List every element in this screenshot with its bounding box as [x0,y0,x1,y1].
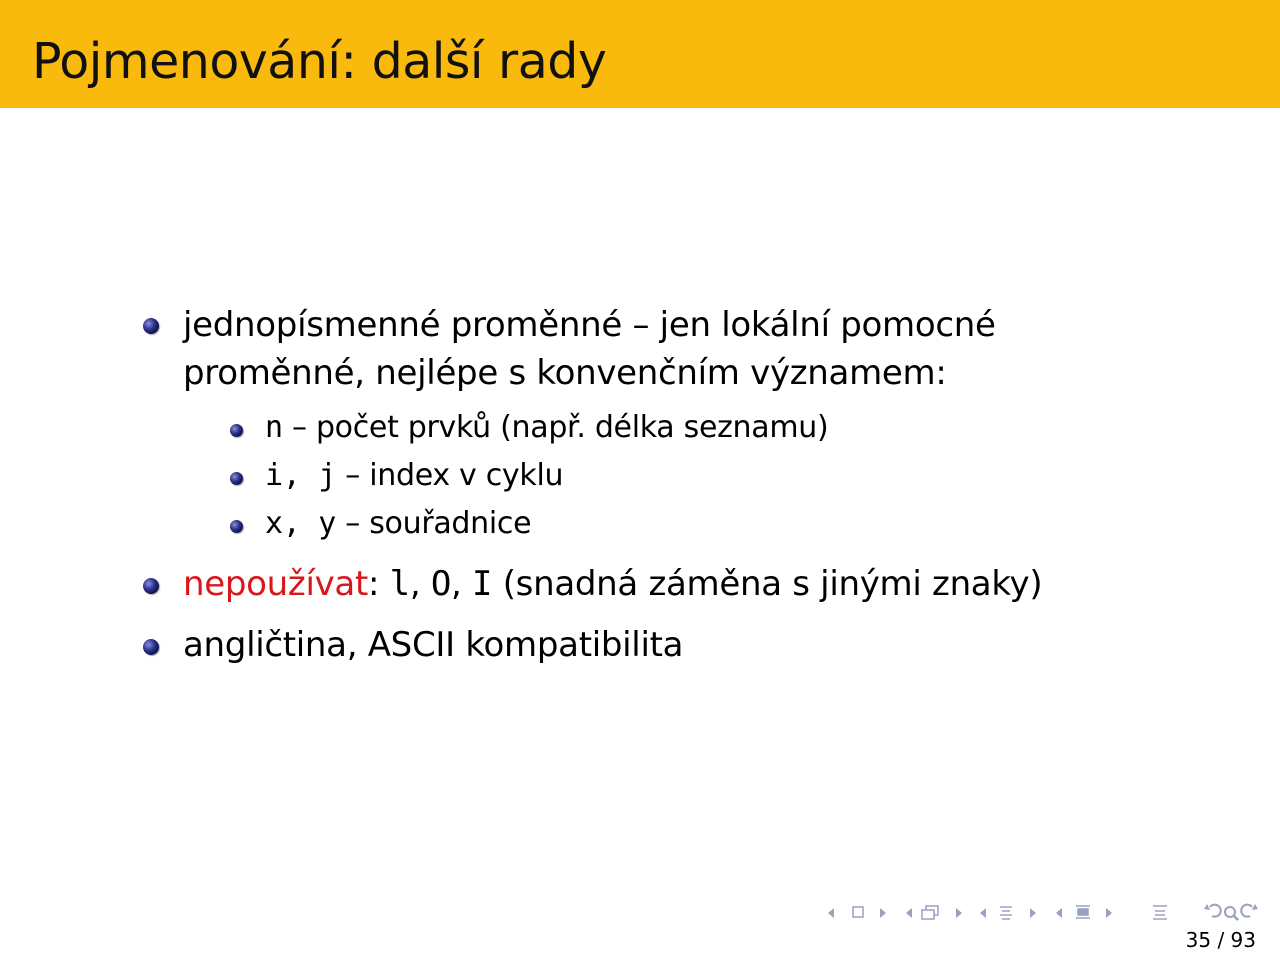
slide-title: Pojmenování: další rady [32,33,607,90]
subitem-2 [265,458,563,494]
item-2 [183,564,1042,604]
item-2-comma-1: , [409,564,431,604]
item-1-line-1: jednopísmenné proměnné – jen lokální pomocné [183,305,996,345]
subitem-1-code: n [265,410,283,445]
item-3: angličtina, ASCII kompatibilita [183,625,684,665]
item-2-text: (snadná záměna s jinými znaky) [492,564,1043,604]
item-1-line-2: proměnné, nejlépe s konvenčním významem: [183,353,947,393]
next-section-icon [1030,908,1036,918]
subitem-1-text: – počet prvků (např. délka seznamu) [282,410,829,445]
forward-icon [1241,905,1252,917]
prev-section-icon [980,908,986,918]
subitem-2-text: – index v cyklu [336,458,564,493]
next-frame-icon [880,908,886,918]
next-subsection-icon [956,908,962,918]
navigation-bar [826,900,1270,926]
next-document-icon [1106,908,1112,918]
search-icon [1225,907,1235,917]
page-number: 35 / 93 [1185,928,1256,952]
subitem-3 [265,506,531,542]
bullet-icon [143,578,159,594]
prev-subsection-icon [906,908,912,918]
sub-bullet-icon [230,520,243,533]
item-2-code-2: O [430,564,452,604]
subitem-3-text: – souřadnice [336,506,532,541]
frame-icon [853,907,863,917]
subitem-1 [265,410,828,446]
item-2-emphasis: nepoužívat [183,564,368,604]
item-2-separator: : [367,564,390,604]
prev-document-icon [1056,908,1062,918]
section-icon [1000,907,1012,919]
navigation-symbols [826,900,1270,926]
bullet-icon [143,639,159,655]
prev-frame-icon [828,908,834,918]
document-icon [1076,906,1090,918]
item-2-code-3: I [472,564,493,604]
sub-bullet-icon [230,424,243,437]
appendix-icon [1153,906,1167,919]
subsection-icon [922,910,934,919]
item-2-code-1: l [389,564,410,604]
bullet-icon [143,318,159,334]
sub-bullet-icon [230,472,243,485]
subitem-3-code: x, y [265,506,337,541]
subitem-2-code: i, j [265,458,337,493]
back-icon [1210,905,1221,917]
item-2-comma-2: , [451,564,473,604]
